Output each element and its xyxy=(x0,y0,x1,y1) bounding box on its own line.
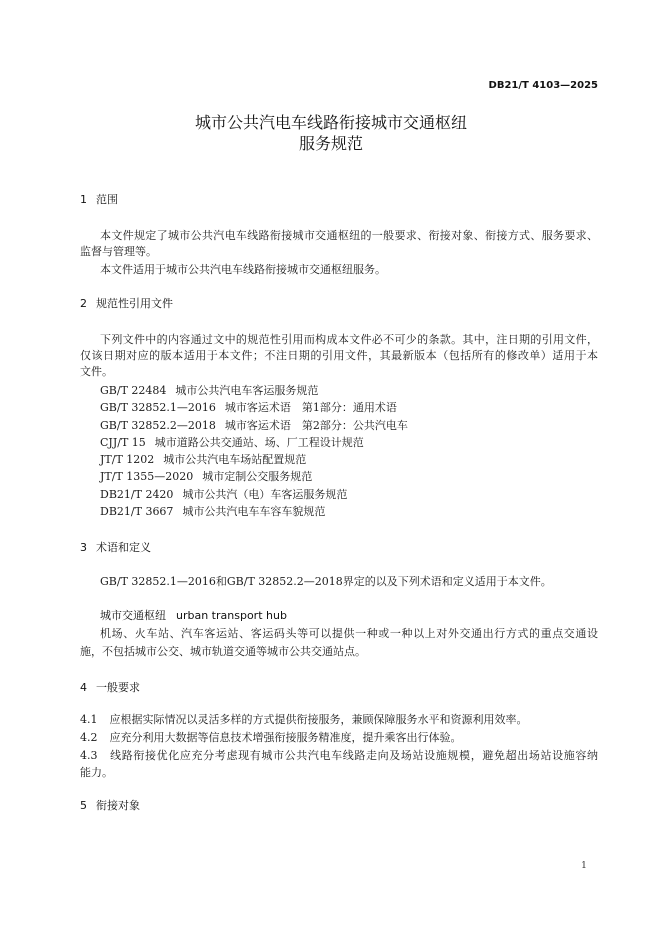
clause-4-3 xyxy=(80,747,598,781)
title-line-1: 城市公共汽电车线路衔接城市交通枢纽 xyxy=(194,113,467,132)
text-line: 监督与管理等。 xyxy=(80,245,157,258)
clause-number: 4.3 xyxy=(80,749,98,762)
document-title xyxy=(0,112,662,154)
term-chinese: 城市交通枢纽 xyxy=(100,609,166,622)
reference-title: 城市公共汽（电）车客运服务规范 xyxy=(182,487,348,501)
section-heading-connection-objects xyxy=(80,798,598,814)
section-title: 一般要求 xyxy=(96,681,140,694)
reference-code: CJJ/T 15 xyxy=(100,435,146,449)
section-title: 术语和定义 xyxy=(96,541,151,554)
scope-paragraph-1 xyxy=(80,228,598,260)
reference-item xyxy=(80,451,598,468)
section-heading-terms xyxy=(80,540,598,556)
reference-list xyxy=(80,382,598,520)
term-definition xyxy=(80,625,598,661)
reference-item xyxy=(80,417,598,434)
text-line: 本文件适用于城市公共汽电车线路衔接城市交通枢纽服务。 xyxy=(100,263,386,276)
reference-code: DB21/T 3667 xyxy=(100,505,174,519)
clause-text: 应根据实际情况以灵活多样的方式提供衔接服务，兼顾保障服务水平和资源利用效率。 xyxy=(109,713,528,726)
reference-code: JT/T 1202 xyxy=(100,453,155,467)
section-title: 衔接对象 xyxy=(96,799,140,812)
text-line xyxy=(80,747,598,764)
page-number: 1 xyxy=(581,861,587,871)
reference-code: GB/T 32852.1—2016 xyxy=(100,401,216,415)
reference-item xyxy=(80,399,598,416)
section-title: 规范性引用文件 xyxy=(96,297,173,310)
scope-paragraph-2 xyxy=(80,262,598,278)
clause-text: 线路衔接优化应充分考虑现有城市公共汽电车线路走向及场站设施规模，避免超出场站设施容纳 xyxy=(109,749,598,762)
section-number: 5 xyxy=(80,799,87,812)
term-heading xyxy=(100,608,598,624)
reference-title: 城市公共汽电车场站配置规范 xyxy=(163,453,307,467)
text-line: 下列文件中的内容通过文中的规范性引用而构成本文件必不可少的条款。其中，注日期的引用文件， xyxy=(100,333,598,346)
text-line: 文件。 xyxy=(80,365,113,378)
section-number: 1 xyxy=(80,193,87,206)
reference-code: GB/T 32852.2—2018 xyxy=(100,418,216,432)
text-line: 本文件规定了城市公共汽电车线路衔接城市交通枢纽的一般要求、衔接对象、衔接方式、服务要求、 xyxy=(100,229,598,242)
reference-title: 城市客运术语 第2部分：公共汽电车 xyxy=(224,418,408,432)
reference-title: 城市道路公共交通站、场、厂工程设计规范 xyxy=(154,435,364,449)
text-line xyxy=(80,712,598,728)
terms-intro-paragraph xyxy=(80,574,598,590)
reference-code: DB21/T 2420 xyxy=(100,487,174,501)
text-line: 仅该日期对应的版本适用于本文件；不注日期的引用文件，其最新版本（包括所有的修改单）适用于本 xyxy=(80,349,598,362)
clause-4-1 xyxy=(80,712,598,728)
text-line: 机场、火车站、汽车客运站、客运码头等可以提供一种或一种以上对外交通出行方式的重点交通设 xyxy=(100,627,598,640)
document-code: DB21/T 4103—2025 xyxy=(488,80,598,91)
clause-text: 应充分利用大数据等信息技术增强衔接服务精准度，提升乘客出行体验。 xyxy=(109,731,462,744)
clause-4-2 xyxy=(80,730,598,746)
reference-title: 城市客运术语 第1部分：通用术语 xyxy=(224,401,397,415)
reference-item xyxy=(80,382,598,399)
section-number: 3 xyxy=(80,541,87,554)
reference-item xyxy=(80,468,598,485)
section-heading-normative-references xyxy=(80,296,598,312)
reference-title: 城市公共汽电车车容车貌规范 xyxy=(182,505,326,519)
title-line-2: 服务规范 xyxy=(298,134,363,153)
reference-title: 城市公共汽电车客运服务规范 xyxy=(175,384,319,397)
reference-item xyxy=(80,486,598,503)
section-number: 4 xyxy=(80,681,87,694)
reference-item xyxy=(80,503,598,520)
section-heading-scope xyxy=(80,192,598,208)
text-line xyxy=(80,730,598,746)
reference-code: JT/T 1355—2020 xyxy=(100,470,194,484)
section-heading-general-requirements xyxy=(80,680,598,696)
reference-title: 城市定制公交服务规范 xyxy=(202,470,313,484)
text-line: 能力。 xyxy=(80,766,113,779)
section-title: 范围 xyxy=(96,193,118,206)
text-line: GB/T 32852.1—2016和GB/T 32852.2—2018界定的以及下列术语和定义适用于本文件。 xyxy=(100,575,552,588)
term-english: urban transport hub xyxy=(176,609,287,622)
reference-code: GB/T 22484 xyxy=(100,384,167,397)
reference-item xyxy=(80,434,598,451)
section-number: 2 xyxy=(80,297,87,310)
clause-number: 4.1 xyxy=(80,713,98,726)
text-line: 施，不包括城市公交、城市轨道交通等城市公共交通站点。 xyxy=(80,645,366,658)
references-intro-paragraph xyxy=(80,332,598,380)
clause-number: 4.2 xyxy=(80,731,98,744)
